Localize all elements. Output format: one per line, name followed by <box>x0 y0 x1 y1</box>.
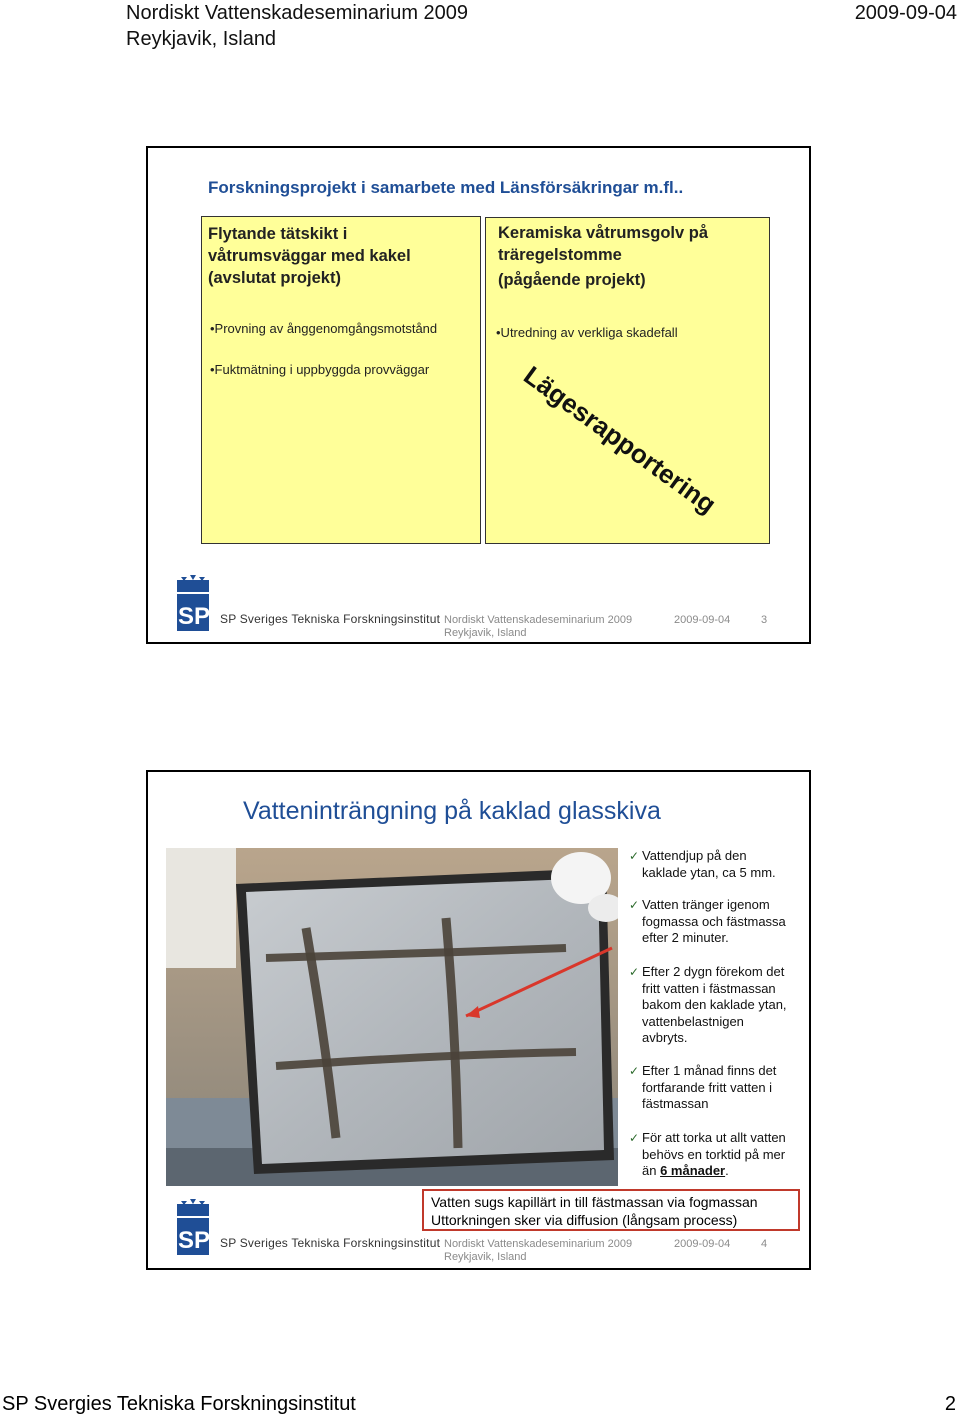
note-line: Vatten sugs kapillärt in till fästmassan via fogmassan <box>431 1194 758 1210</box>
checkmark-icon: ✓ <box>629 1064 640 1078</box>
left-project-box <box>201 216 481 544</box>
sp-logo <box>176 574 210 637</box>
slide-4-footer-location: Reykjavik, Island <box>444 1251 527 1263</box>
checklist-line: fritt vatten i fästmassan <box>642 980 776 996</box>
checkmark-icon: ✓ <box>629 849 640 863</box>
slide-3-footer-location: Reykjavik, Island <box>444 627 527 639</box>
left-bullet-1: •Provning av ånggenomgångsmotstånd <box>210 321 438 336</box>
checklist-line: behövs en torktid på mer <box>642 1146 786 1162</box>
left-heading-line: Flytande tätskikt i <box>208 225 348 243</box>
glass-tile-photo-illustration <box>166 848 618 1186</box>
page-footer-number: 2 <box>944 1393 956 1415</box>
slide-3-title: Forskningsprojekt i samarbete med Länsförsäkringar m.fl.. <box>208 178 684 197</box>
checkmark-icon: ✓ <box>629 898 640 912</box>
checklist-line: efter 2 minuter. <box>642 930 729 946</box>
checklist-line: bakom den kaklade ytan, <box>642 997 787 1013</box>
left-box-heading <box>208 223 411 289</box>
sp-logo-icon <box>176 1198 210 1256</box>
slide-4-page-number: 4 <box>761 1238 768 1250</box>
slide-3-page-number: 3 <box>761 614 768 626</box>
checklist-line: Efter 2 dygn förekom det <box>642 964 785 979</box>
checklist-item-5 <box>629 1130 817 1180</box>
right-heading-line: Keramiska våtrumsgolv på <box>498 224 709 242</box>
checklist-item-1 <box>629 848 817 881</box>
slide-4-footer-event: Nordiskt Vattenskadeseminarium 2009 <box>444 1238 633 1250</box>
slide-3-footer-date: 2009-09-04 <box>674 614 731 626</box>
checklist-text: än <box>642 1163 661 1179</box>
sp-logo-text: SP Sveriges Tekniska Forskningsinstitut <box>220 612 441 626</box>
right-heading-line: (pågående projekt) <box>498 271 646 289</box>
checklist-line: fästmassan <box>642 1096 709 1112</box>
capillary-note-box <box>422 1189 800 1231</box>
glass-tile-photo <box>166 848 618 1186</box>
checklist-item-3 <box>629 964 817 1047</box>
right-box-heading <box>498 222 708 291</box>
left-bullet-2: •Fuktmätning i uppbyggda provväggar <box>210 362 430 377</box>
checklist-line: kaklade ytan, ca 5 mm. <box>642 864 776 880</box>
page-footer-org: SP Svergies Tekniska Forskningsinstitut <box>2 1393 356 1415</box>
checkmark-icon: ✓ <box>629 1131 640 1145</box>
sp-logo-text: SP Sveriges Tekniska Forskningsinstitut <box>220 1236 441 1250</box>
checklist-item-2 <box>629 897 817 947</box>
checklist-line <box>642 1163 817 1180</box>
page-header-date: 2009-09-04 <box>854 2 957 24</box>
slide-4-footer-date: 2009-09-04 <box>674 1238 731 1250</box>
checkmark-icon: ✓ <box>629 965 640 979</box>
slide-3-footer-event: Nordiskt Vattenskadeseminarium 2009 <box>444 614 633 626</box>
checklist-line: fogmassa och fästmassa <box>642 913 786 929</box>
page-header-location: Reykjavik, Island <box>126 28 277 50</box>
note-line: Uttorkningen sker via diffusion (långsam process) <box>431 1212 738 1228</box>
checklist-emphasis: 6 månader <box>660 1163 726 1179</box>
page-header-title: Nordiskt Vattenskadeseminarium 2009 <box>126 2 469 24</box>
checklist-line: Efter 1 månad finns det <box>642 1063 777 1078</box>
right-project-box <box>485 217 770 544</box>
sp-logo <box>176 1198 210 1261</box>
right-bullet-1: •Utredning av verkliga skadefall <box>496 325 678 340</box>
svg-text:SP: SP <box>178 1227 210 1254</box>
left-heading-line: (avslutat projekt) <box>208 269 341 287</box>
checklist-line: För att torka ut allt vatten <box>642 1130 786 1145</box>
svg-text:SP: SP <box>178 603 210 630</box>
slide-3 <box>146 146 811 644</box>
checklist-item-4 <box>629 1063 817 1113</box>
checklist-line: Vattendjup på den <box>642 848 747 863</box>
slide-4 <box>146 770 811 1270</box>
sp-logo-icon <box>176 574 210 632</box>
checklist-text: . <box>725 1163 729 1179</box>
left-heading-line: våtrumsväggar med kakel <box>208 247 411 265</box>
right-heading-line: träregelstomme <box>498 246 622 264</box>
slide-4-title: Vatteninträngning på kaklad glasskiva <box>243 797 661 825</box>
status-report-rotated-text: Lägesrapportering <box>518 360 722 520</box>
checklist-line: fortfarande fritt vatten i <box>642 1079 773 1095</box>
checklist-line: vattenbelastnigen <box>642 1013 744 1029</box>
checklist-line: Vatten tränger igenom <box>642 897 770 912</box>
checklist-line: avbryts. <box>642 1030 688 1046</box>
